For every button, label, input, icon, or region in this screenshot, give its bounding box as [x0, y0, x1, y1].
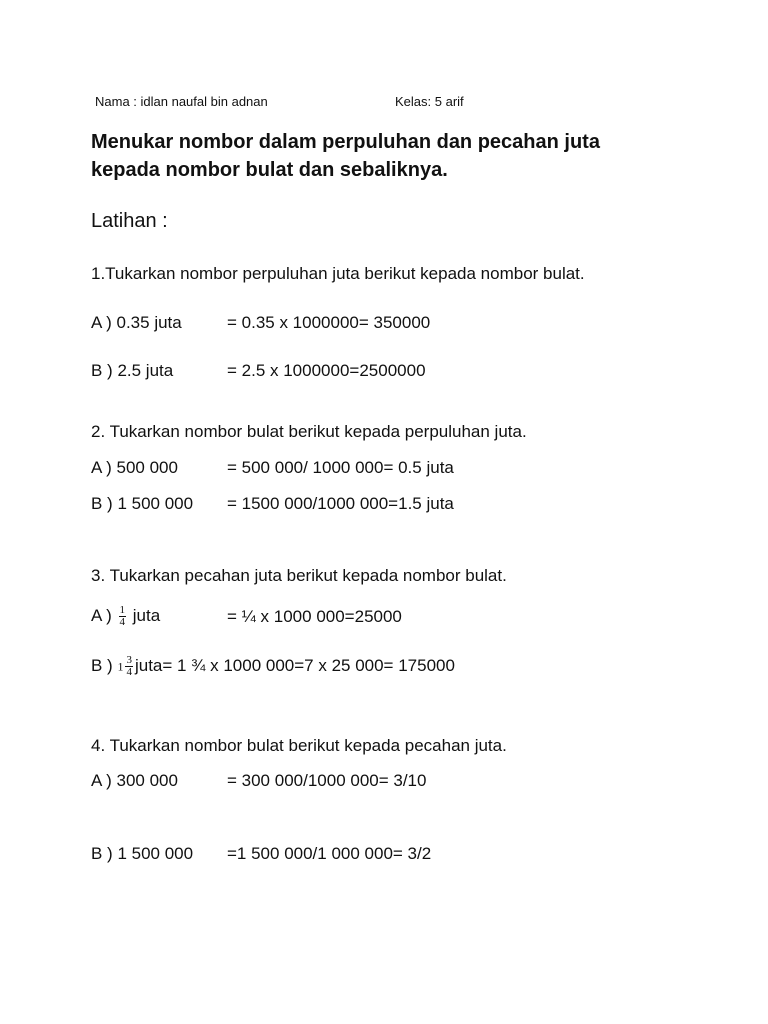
q3-a-fraction-denominator: 4 [119, 616, 126, 629]
q3-b-rest: juta= 1 ¾ x 1000 000=7 x 25 000= 175000 [134, 656, 455, 675]
q3-a-fraction-numerator: 1 [119, 604, 126, 617]
q2-a-left: A ) 500 000 [91, 458, 178, 477]
q4-a-right: = 300 000/1000 000= 3/10 [227, 771, 427, 790]
q2-a-right: = 500 000/ 1000 000= 0.5 juta [227, 458, 454, 477]
q3-a-fraction [119, 605, 127, 628]
q3-a-suffix: juta [132, 606, 161, 625]
q1-b-left: B ) 2.5 juta [91, 361, 174, 380]
q2-b-right: = 1500 000/1000 000=1.5 juta [227, 494, 454, 513]
question-4-text: 4. Tukarkan nombor bulat berikut kepada pecahan juta. [91, 736, 507, 755]
q3-b-line [91, 650, 455, 683]
q2-b-left: B ) 1 500 000 [91, 494, 194, 513]
question-3-text: 3. Tukarkan pecahan juta berikut kepada nombor bulat. [91, 566, 507, 585]
q3-b-fraction-denominator: 4 [126, 666, 132, 679]
student-class: Kelas: 5 arif [395, 94, 464, 109]
student-name: Nama : idlan naufal bin adnan [95, 94, 268, 109]
q3-b-prefix: B ) [91, 656, 113, 675]
q4-a-left: A ) 300 000 [91, 771, 178, 790]
q1-b-right: = 2.5 x 1000000=2500000 [227, 361, 426, 380]
q3-b-whole: 1 [117, 659, 124, 674]
q4-b-left: B ) 1 500 000 [91, 844, 194, 863]
q3-b-fraction-numerator: 3 [126, 654, 132, 667]
q3-a-prefix: A ) [91, 606, 112, 625]
page-title-line-2: kepada nombor bulat dan sebaliknya. [91, 159, 448, 181]
q1-a-right: = 0.35 x 1000000= 350000 [227, 313, 431, 332]
page-title-line-1: Menukar nombor dalam perpuluhan dan pecahan juta [91, 131, 600, 153]
q4-b-right: =1 500 000/1 000 000= 3/2 [227, 844, 432, 863]
q3-a-left [91, 600, 160, 632]
question-1-text: 1.Tukarkan nombor perpuluhan juta berikut kepada nombor bulat. [91, 264, 585, 283]
latihan-heading: Latihan : [91, 210, 168, 232]
q3-a-right: = ¼ x 1000 000=25000 [227, 607, 402, 626]
q3-b-fraction [125, 655, 133, 678]
question-2-text: 2. Tukarkan nombor bulat berikut kepada perpuluhan juta. [91, 422, 527, 441]
q1-a-left: A ) 0.35 juta [91, 313, 182, 332]
